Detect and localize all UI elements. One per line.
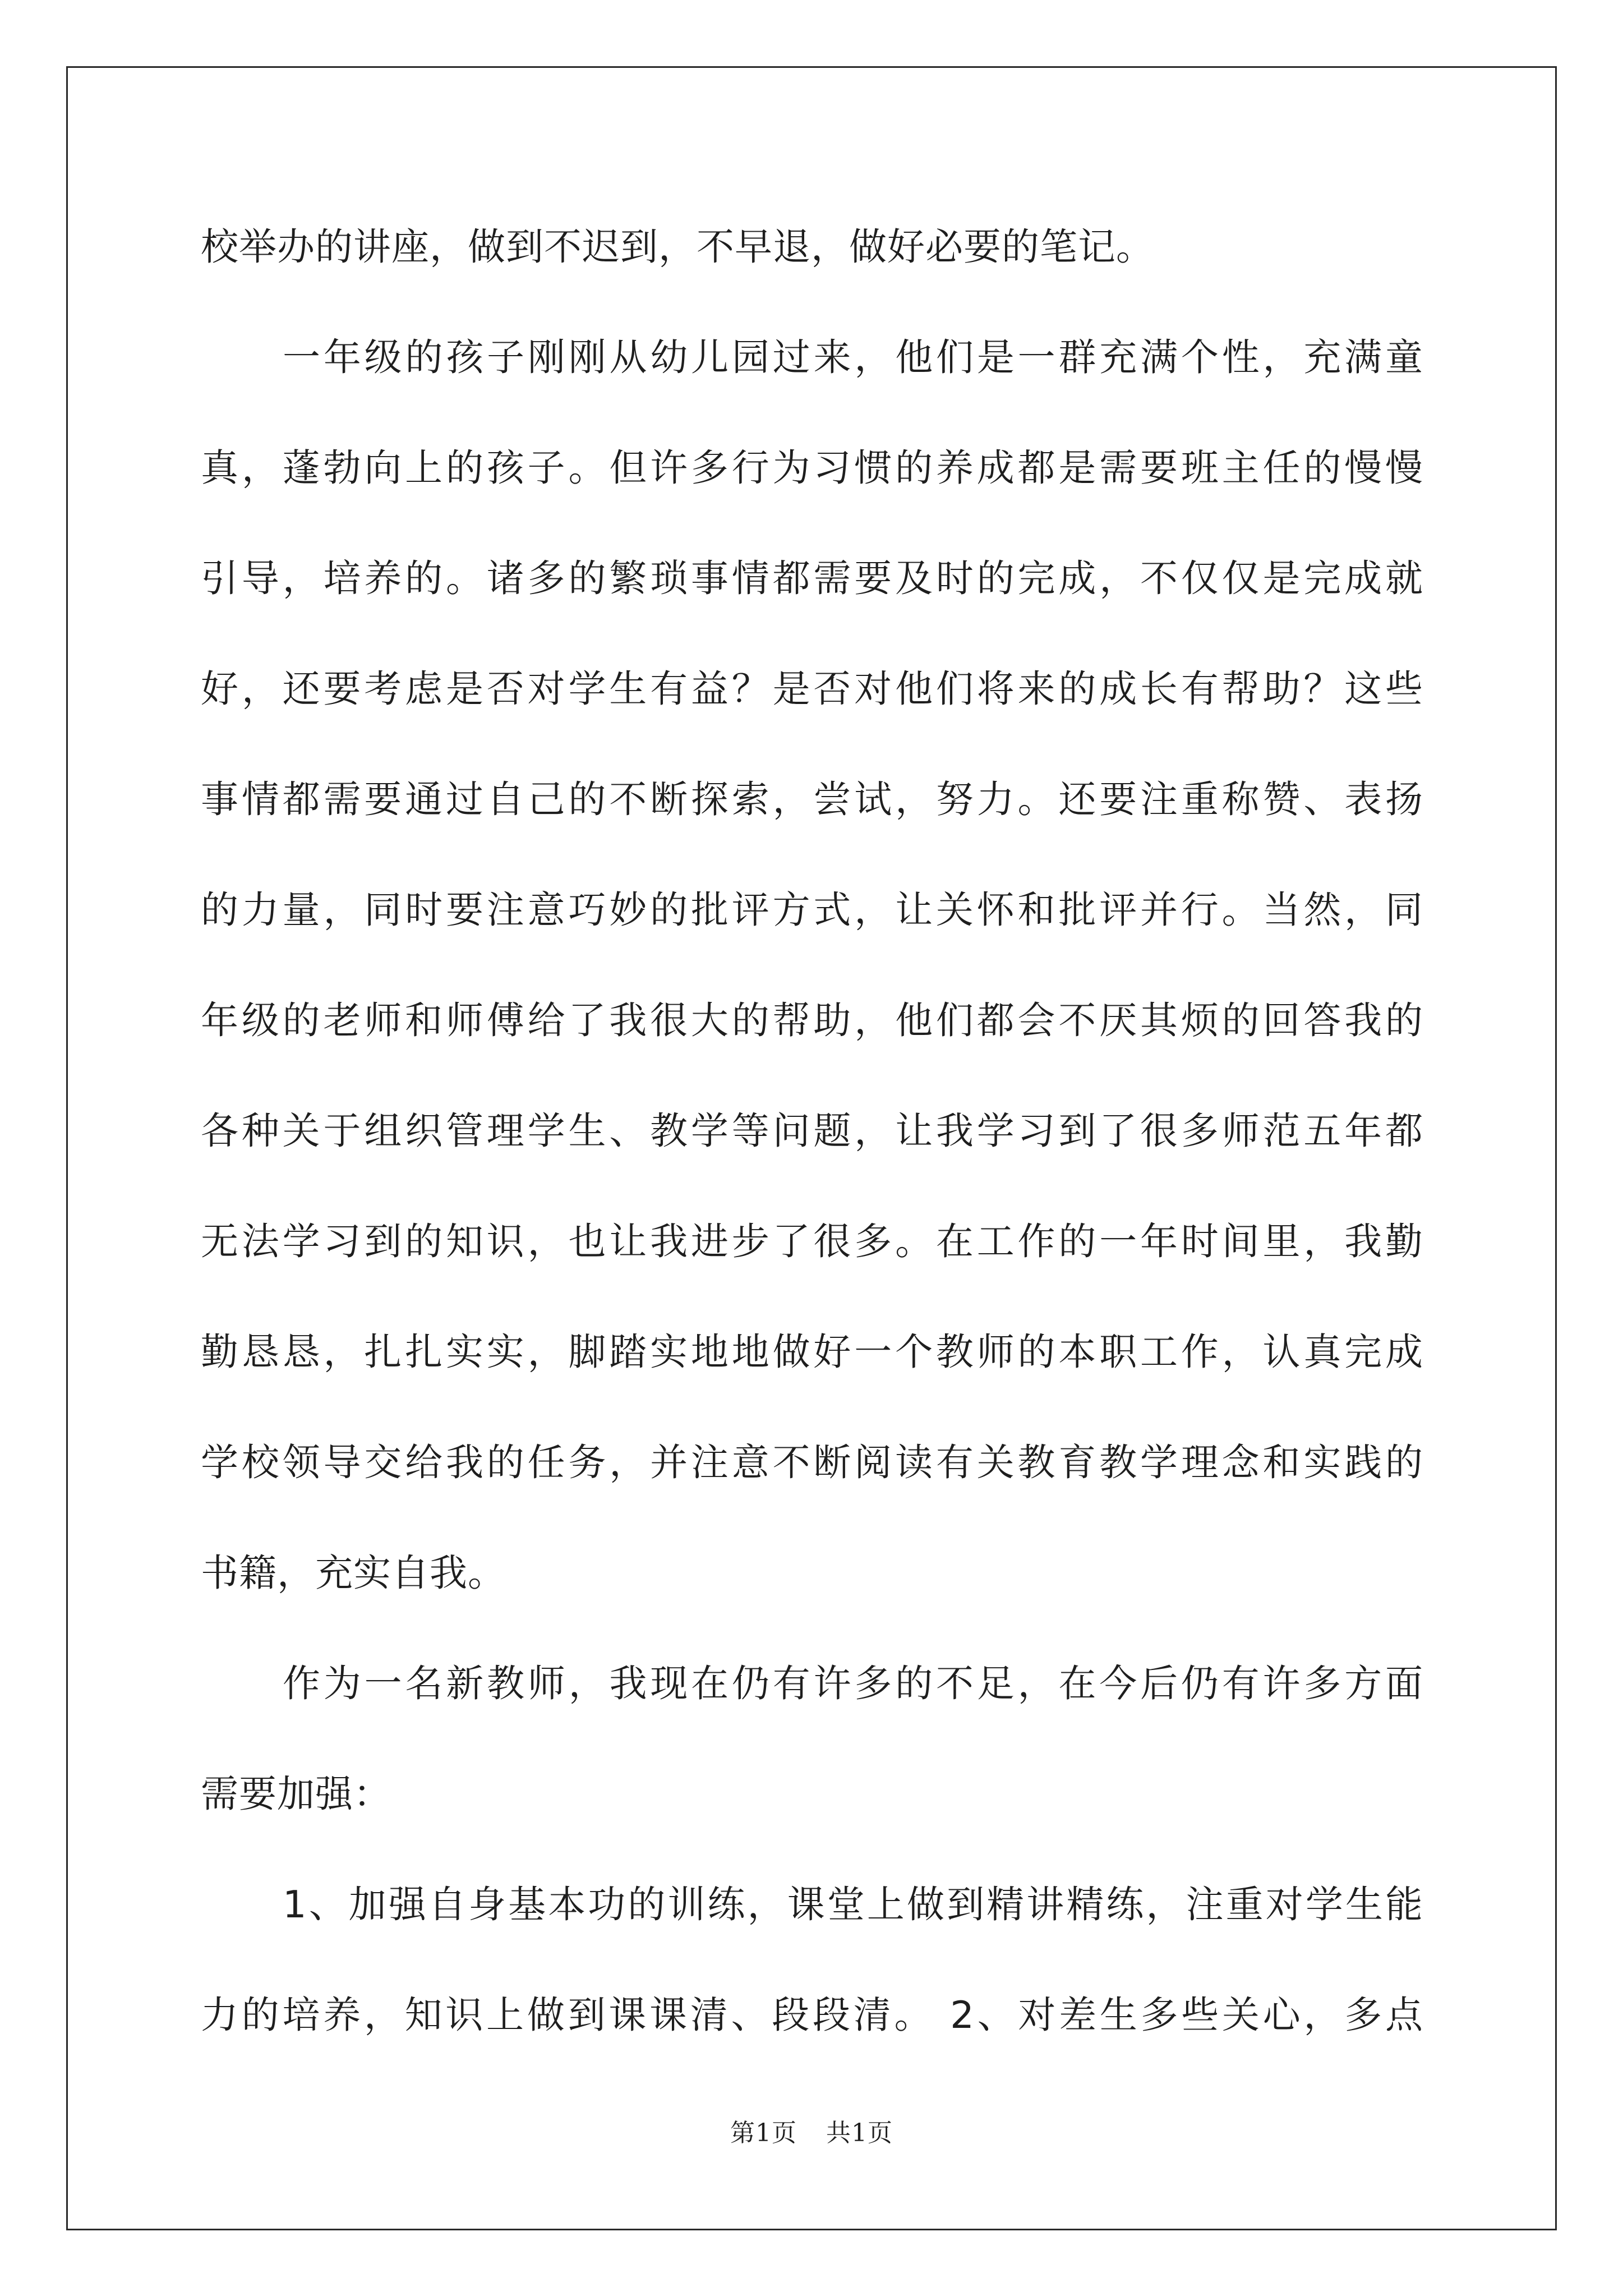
document-body [201,192,1423,2070]
text-line: 书籍，充实自我。 [201,1551,506,1595]
text-line: 勤恳恳，扎扎实实，脚踏实地地做好一个教师的本职工作，认真完成 [201,1330,1423,1374]
text-line: 真，蓬勃向上的孩子。但许多行为习惯的养成都是需要班主任的慢慢 [201,446,1423,490]
text-line: 引导，培养的。诸多的繁琐事情都需要及时的完成，不仅仅是完成就 [201,556,1423,600]
text-line: 事情都需要通过自己的不断探索，尝试，努力。还要注重称赞、表扬 [201,777,1423,821]
page-footer [0,2113,1623,2148]
text-line: 需要加强： [201,1772,391,1816]
text-line: 各种关于组织管理学生、教学等问题，让我学习到了很多师范五年都 [201,1109,1423,1153]
text-line: 1、加强自身基本功的训练，课堂上做到精讲精练，注重对学生能 [283,1883,1423,1926]
page-total: 共1页 [826,2119,893,2147]
text-line: 的力量，同时要注意巧妙的批评方式，让关怀和批评并行。当然，同 [201,888,1423,932]
text-line: 校举办的讲座，做到不迟到，不早退，做好必要的笔记。 [201,225,1154,269]
text-line: 力的培养，知识上做到课课清、段段清。 2、对差生多些关心，多点 [201,1993,1423,2037]
text-line: 无法学习到的知识，也让我进步了很多。在工作的一年时间里，我勤 [201,1220,1423,1263]
text-line: 作为一名新教师，我现在仍有许多的不足，在今后仍有许多方面 [283,1662,1423,1705]
text-line: 好，还要考虑是否对学生有益？是否对他们将来的成长有帮助？这些 [201,667,1423,711]
text-line: 学校领导交给我的任务，并注意不断阅读有关教育教学理念和实践的 [201,1441,1423,1484]
text-line: 一年级的孩子刚刚从幼儿园过来，他们是一群充满个性，充满童 [283,335,1423,379]
page-number: 第1页 [730,2119,797,2147]
text-line: 年级的老师和师傅给了我很大的帮助，他们都会不厌其烦的回答我的 [201,999,1423,1042]
